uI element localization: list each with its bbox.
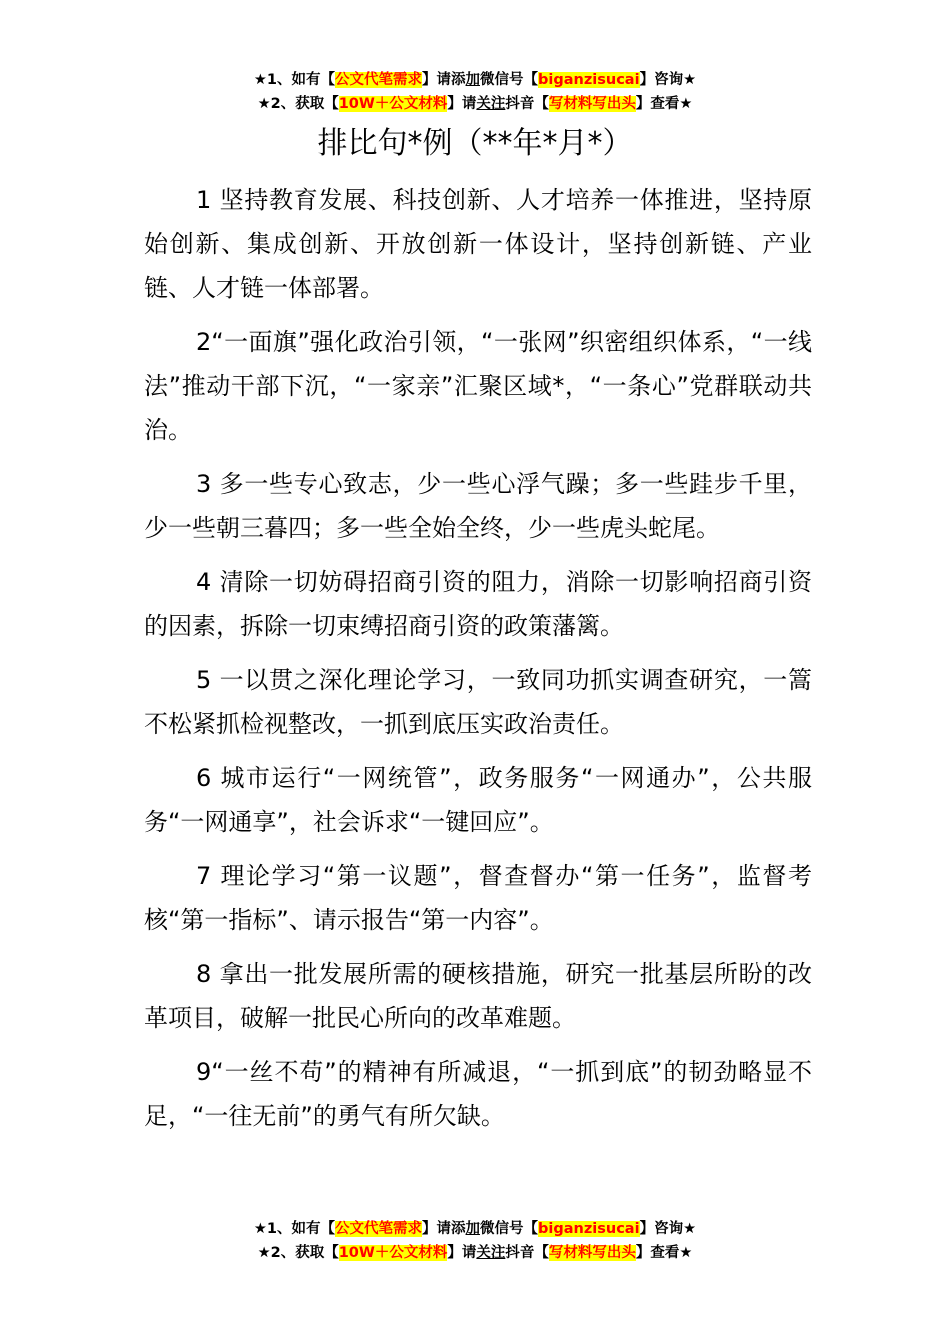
banner-highlight: 写材料写出头 (548, 96, 636, 112)
banner-text: 】请添 (422, 72, 466, 88)
paragraph: 5 一以贯之深化理论学习，一致同功抓实调查研究，一篙不松紧抓检视整改，一抓到底压实政治责任。 (144, 666, 812, 738)
banner-text: 】请 (447, 96, 477, 112)
paragraph: 2“一面旗”强化政治引领，“一张网”织密组织体系，“一线法”推动干部下沉，“一家亲”汇聚区域*，“一条心”党群联动共治。 (144, 328, 812, 444)
banner-underline: 加 (465, 72, 481, 88)
banner-highlight: 10W＋公文材料 (338, 96, 448, 112)
banner-text: 】请 (447, 1245, 477, 1261)
banner-highlight: 公文代笔需求 (335, 1221, 423, 1237)
banner-text: ★1、如有【 (253, 1221, 336, 1237)
banner-underline: 关注 (476, 1245, 506, 1261)
banner-highlight: biganzisucai (538, 72, 640, 88)
banner-text: 】查看★ (635, 1245, 693, 1261)
banner-text: 微信号【 (480, 1221, 539, 1237)
banner-line-1 (0, 68, 950, 92)
footer-banner (0, 1217, 950, 1265)
paragraph: 9“一丝不苟”的精神有所减退，“一抓到底”的韧劲略显不足，“一往无前”的勇气有所欠缺。 (144, 1058, 812, 1130)
banner-text: ★2、获取【 (257, 96, 339, 112)
banner-text: 】请添 (422, 1221, 466, 1237)
banner-text: ★2、获取【 (257, 1245, 339, 1261)
banner-underline: 加 (465, 1221, 481, 1237)
banner-text: 抖音【 (505, 96, 549, 112)
paragraph: 8 拿出一批发展所需的硬核措施，研究一批基层所盼的改革项目，破解一批民心所向的改革难题。 (144, 960, 812, 1032)
banner-line-1 (0, 1217, 950, 1241)
banner-text: 抖音【 (505, 1245, 549, 1261)
banner-text: 】咨询★ (639, 1221, 697, 1237)
paragraph: 4 清除一切妨碍招商引资的阻力，消除一切影响招商引资的因素，拆除一切束缚招商引资的政策藩篱。 (144, 568, 812, 640)
banner-highlight: 写材料写出头 (548, 1245, 636, 1261)
paragraph: 3 多一些专心致志，少一些心浮气躁；多一些跬步千里，少一些朝三暮四；多一些全始全终，少一些虎头蛇尾。 (144, 470, 812, 542)
banner-line-2 (0, 1241, 950, 1265)
page-title: 排比句*例（**年*月*） (317, 126, 633, 161)
banner-text: 微信号【 (480, 72, 539, 88)
banner-highlight: biganzisucai (538, 1221, 640, 1237)
banner-underline: 关注 (476, 96, 506, 112)
banner-text: 】查看★ (635, 96, 693, 112)
banner-text: ★1、如有【 (253, 72, 336, 88)
paragraph: 6 城市运行“一网统管”，政务服务“一网通办”，公共服务“一网通享”，社会诉求“一键回应”。 (144, 764, 812, 836)
paragraph: 1 坚持教育发展、科技创新、人才培养一体推进，坚持原始创新、集成创新、开放创新一体设计，坚持创新链、产业链、人才链一体部署。 (144, 186, 812, 302)
header-banner (0, 68, 950, 116)
banner-highlight: 公文代笔需求 (335, 72, 423, 88)
paragraph: 7 理论学习“第一议题”，督查督办“第一任务”，监督考核“第一指标”、请示报告“第一内容”。 (144, 862, 812, 934)
banner-text: 】咨询★ (639, 72, 697, 88)
document-body (144, 178, 812, 1148)
banner-highlight: 10W＋公文材料 (338, 1245, 448, 1261)
banner-line-2 (0, 92, 950, 116)
